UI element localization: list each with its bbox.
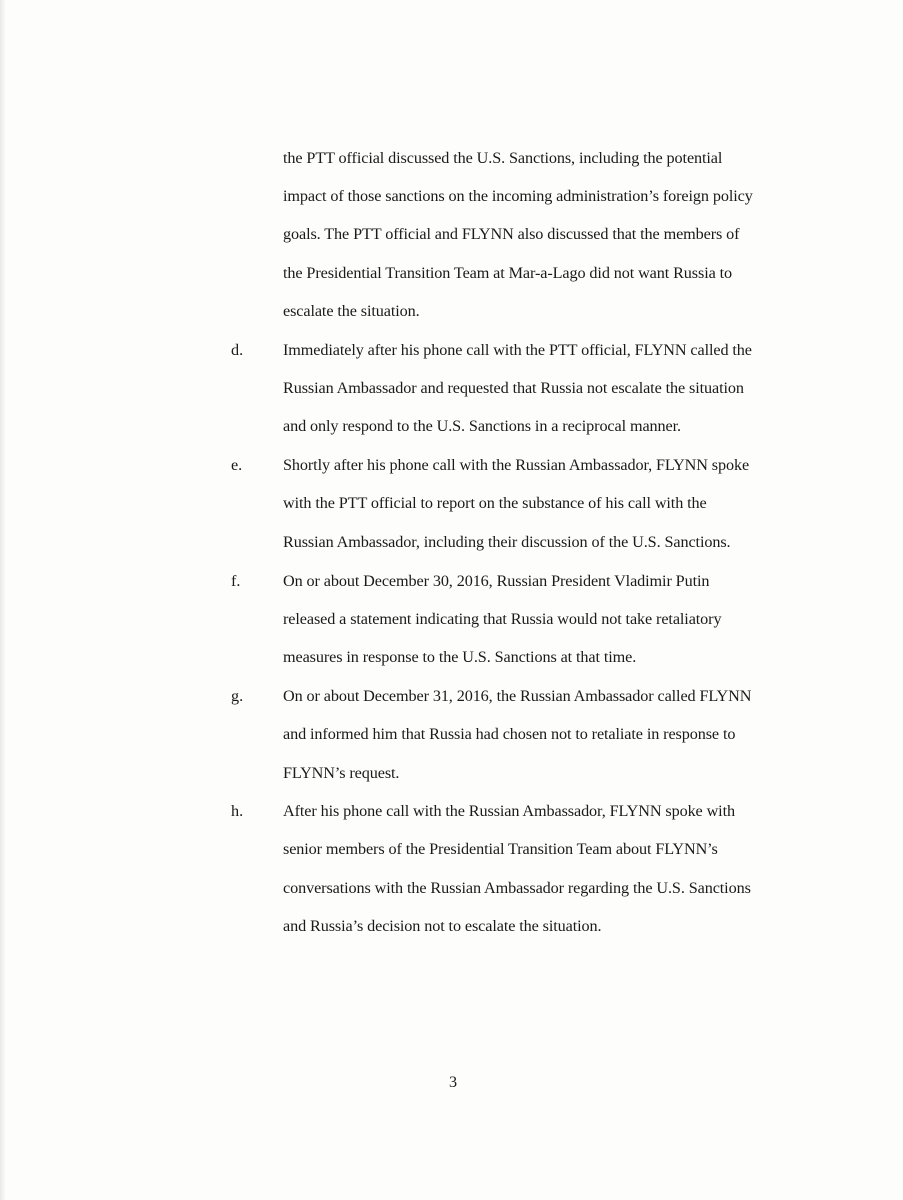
text-line: and informed him that Russia had chosen not to retaliate in response to (283, 725, 736, 743)
text-line: the PTT official discussed the U.S. Sanctions, including the potential (283, 149, 723, 167)
text-line: and Russia’s decision not to escalate the situation. (283, 917, 602, 935)
text-line: conversations with the Russian Ambassador regarding the U.S. Sanctions (283, 879, 751, 897)
scan-edge-shadow (0, 0, 6, 1200)
text-line: with the PTT official to report on the substance of his call with the (283, 494, 707, 512)
item-marker: h. (231, 802, 244, 820)
text-line: On or about December 30, 2016, Russian President Vladimir Putin (283, 572, 710, 590)
page-number: 3 (449, 1073, 458, 1091)
item-marker: e. (231, 456, 243, 474)
text-line: impact of those sanctions on the incoming administration’s foreign policy (283, 187, 753, 205)
text-line: measures in response to the U.S. Sanctions at that time. (283, 648, 637, 666)
item-marker: g. (231, 687, 244, 705)
text-line: Russian Ambassador and requested that Russia not escalate the situation (283, 379, 744, 397)
text-line: On or about December 31, 2016, the Russian Ambassador called FLYNN (283, 687, 752, 705)
text-line: escalate the situation. (283, 302, 420, 320)
item-marker: d. (231, 341, 244, 359)
item-marker: f. (231, 572, 241, 590)
text-line: FLYNN’s request. (283, 764, 400, 782)
text-line: Immediately after his phone call with the PTT official, FLYNN called the (283, 341, 752, 359)
text-line: Russian Ambassador, including their discussion of the U.S. Sanctions. (283, 533, 731, 551)
text-line: released a statement indicating that Russia would not take retaliatory (283, 610, 722, 628)
text-line: and only respond to the U.S. Sanctions in a reciprocal manner. (283, 417, 681, 435)
text-line: senior members of the Presidential Transition Team about FLYNN’s (283, 840, 718, 858)
text-line: Shortly after his phone call with the Russian Ambassador, FLYNN spoke (283, 456, 750, 474)
text-line: After his phone call with the Russian Ambassador, FLYNN spoke with (283, 802, 735, 820)
text-line: the Presidential Transition Team at Mar-a-Lago did not want Russia to (283, 264, 733, 282)
text-line: goals. The PTT official and FLYNN also discussed that the members of (283, 225, 740, 243)
